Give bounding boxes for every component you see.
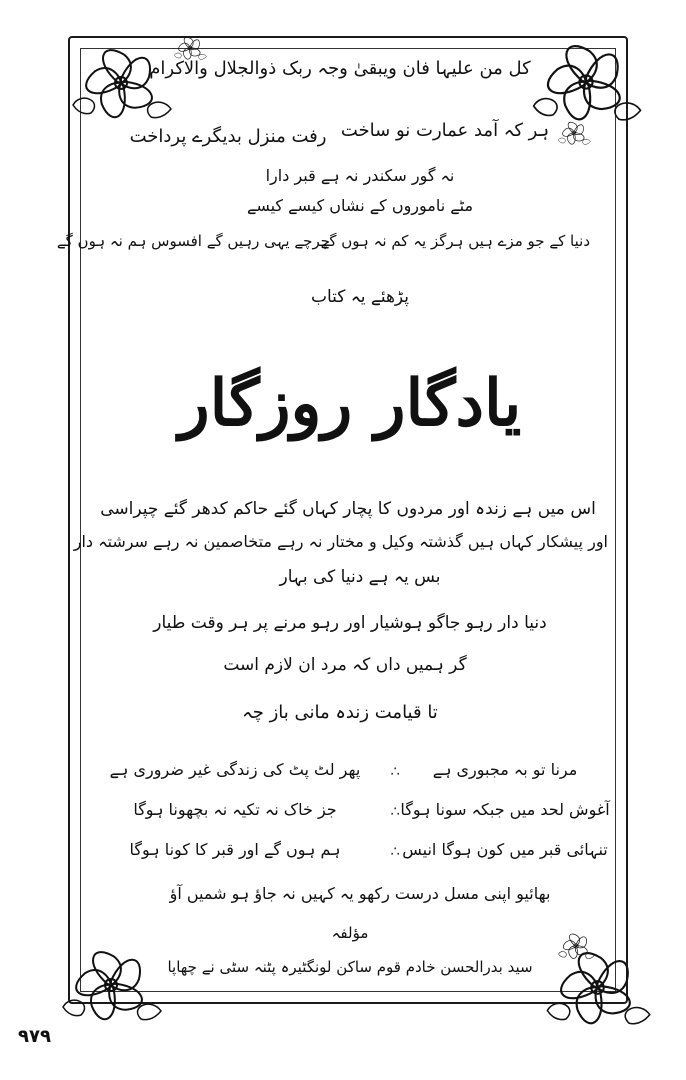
paragraph-line: اس میں ہے زندہ اور مردوں کا پچار کہاں گئے حاکم کدھر گئے چپراسی [100, 499, 596, 519]
flower-icon [556, 115, 592, 151]
paragraph-line: دنیا دار رہو جاگو ہوشیار اور رہو مرنے پر ہر وقت طیار [153, 613, 547, 633]
closing-advice: بھائیو اپنی مسل درست رکھو یہ کہیں نہ جاؤ ہو شمیں آؤ [169, 884, 551, 903]
couplet-right: مرنا تو بہ مجبوری ہے [432, 760, 578, 779]
verse-left: چرچے یہی رہیں گے افسوس ہم نہ ہوں گے [56, 232, 330, 250]
couplet-divider-icon: ∴ [390, 804, 400, 820]
verse-line: مٹے ناموروں کے نشاں کیسے کیسے [246, 196, 474, 215]
couplet-divider-icon: ∴ [390, 844, 400, 860]
verse-top: کل من علیہا فان ویبقیٰ وجہ ربک ذوالجلال والاکرام [149, 58, 531, 79]
author-label: مؤلفہ [331, 924, 369, 942]
paragraph-line: بس یہ ہے دنیا کی بہار [279, 567, 441, 587]
verse-right: ہر کہ آمد عمارت نو ساخت [340, 120, 550, 141]
couplet-right: تنہائی قبر میں کون ہوگا انیس [402, 840, 608, 859]
flower-icon [66, 28, 176, 138]
couplet-left: ہم ہوں گے اور قبر کا کونا ہوگا [129, 840, 341, 859]
author-line: سید بدرالحسن خادم قوم ساکن لونگٹیرہ پٹنہ سٹی نے چھاپا [167, 958, 533, 976]
verse-right: دنیا کے جو مزے ہیں ہرگز یہ کم نہ ہوں گے [320, 232, 590, 250]
intro-text: پڑھئے یہ کتاب [310, 287, 410, 307]
paragraph-line: گر ہمیں داں کہ مرد ان لازم است [223, 655, 467, 675]
verse-line: نہ گور سکندر نہ ہے قبر دارا [265, 166, 455, 185]
paragraph-line: تا قیامت زندہ مانی باز چہ [242, 702, 438, 723]
couplet-right: آغوش لحد میں جبکہ سونا ہوگا [400, 800, 610, 819]
page-number: ۹۷۹ [18, 1026, 51, 1047]
paragraph-line: اور پیشکار کہاں ہیں گذشتہ وکیل و مختار نہ رہے متخاصمین نہ رہے سرشتہ دار [73, 532, 608, 551]
couplet-divider-icon: ∴ [390, 764, 400, 780]
flower-icon [56, 930, 166, 1040]
flower-icon [556, 926, 596, 966]
couplet-left: پھر لٹ پٹ کی زندگی غیر ضروری ہے [109, 760, 361, 779]
couplet-left: جز خاک نہ تکیہ نہ بچھونا ہوگا [133, 800, 337, 819]
page-title: یادگار روزگار [178, 366, 522, 441]
verse-left: رفت منزل بدیگرے پرداخت [129, 126, 327, 147]
